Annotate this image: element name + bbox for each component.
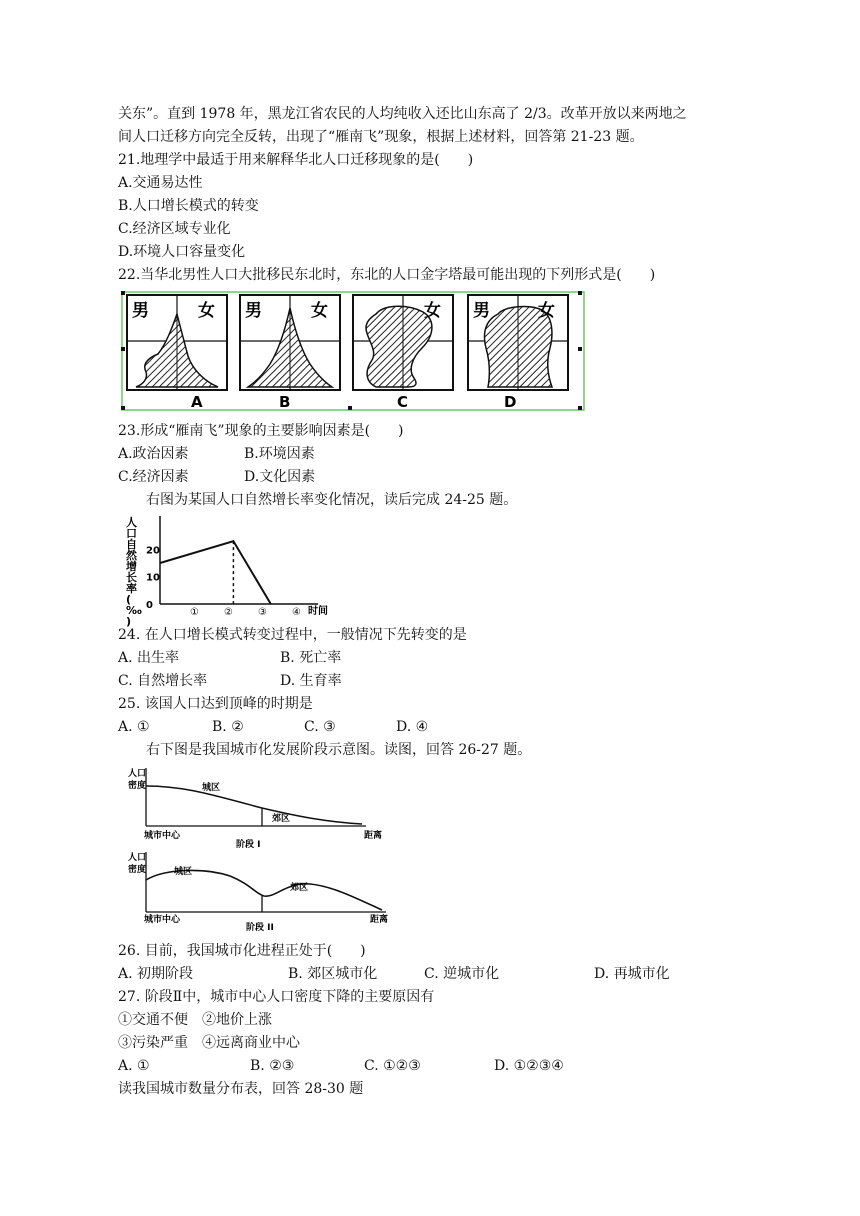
chart-ytick-label: 20 bbox=[146, 545, 160, 557]
stage1-density-curve bbox=[146, 786, 362, 824]
q25-option-b: B. ② bbox=[212, 719, 244, 735]
population-pyramids-figure bbox=[118, 286, 588, 414]
outro-28-30: 读我国城市数量分布表，回答 28-30 题 bbox=[118, 1081, 364, 1097]
q24-option-c: C. 自然增长率 bbox=[118, 673, 208, 689]
q25-option-a: A. ① bbox=[118, 719, 150, 735]
stage-1-diagram bbox=[128, 767, 382, 850]
pyramid-b-male-label: 男 bbox=[245, 301, 262, 321]
stage2-urban-label: 城区 bbox=[174, 867, 193, 877]
stage2-title: 阶段 II bbox=[246, 923, 274, 933]
q27-stem: 27. 阶段Ⅱ中，城市中心人口密度下降的主要原因有 bbox=[118, 989, 435, 1005]
q21-stem: 21.地理学中最适于用来解释华北人口迁移现象的是( ) bbox=[118, 152, 474, 168]
q24-option-b: B. 死亡率 bbox=[280, 650, 342, 666]
chart-xtick-label: ② bbox=[224, 607, 233, 618]
pyramid-label-a: A bbox=[191, 393, 203, 411]
chart-xtick-label: ① bbox=[190, 607, 199, 618]
q26-option-a: A. 初期阶段 bbox=[118, 966, 194, 982]
stage1-ylabel-2: 密度 bbox=[128, 781, 147, 791]
q27-statements-1: ①交通不便 ②地价上涨 bbox=[118, 1012, 272, 1028]
stage2-ylabel-1: 人口 bbox=[128, 853, 147, 863]
growth-rate-line bbox=[160, 541, 271, 604]
pyramid-c-female-label: 女 bbox=[424, 301, 441, 321]
stage2-distance-label: 距离 bbox=[370, 915, 389, 925]
q21-option-c: C.经济区域专业化 bbox=[118, 221, 231, 237]
stage2-center-label: 城市中心 bbox=[144, 915, 181, 925]
q23-option-c: C.经济因素 bbox=[118, 469, 189, 485]
chart-ytick-label: 10 bbox=[146, 572, 160, 584]
stage1-urban-label: 城区 bbox=[202, 783, 221, 793]
q27-option-c: C. ①②③ bbox=[364, 1058, 421, 1074]
q23-option-d: D.文化因素 bbox=[244, 469, 316, 485]
q21-option-b: B.人口增长模式的转变 bbox=[118, 198, 259, 214]
pyramid-a-female-label: 女 bbox=[198, 301, 215, 321]
chart-ytick-label: 0 bbox=[146, 600, 153, 611]
q22-stem: 22.当华北男性人口大批移民东北时，东北的人口金字塔最可能出现的下列形式是( ) bbox=[118, 267, 656, 283]
q26-option-c: C. 逆城市化 bbox=[424, 966, 500, 982]
pyramid-label-d: D bbox=[504, 393, 517, 411]
intro-24-25: 右图为某国人口自然增长率变化情况，读后完成 24-25 题。 bbox=[146, 492, 518, 508]
q23-option-a: A.政治因素 bbox=[118, 446, 189, 462]
intro-26-27: 右下图是我国城市化发展阶段示意图。读图，回答 26-27 题。 bbox=[146, 742, 532, 758]
q27-option-a: A. ① bbox=[118, 1058, 150, 1074]
stage2-ylabel-2: 密度 bbox=[128, 865, 147, 875]
chart-xlabel: 时间 bbox=[308, 606, 328, 617]
q25-option-c: C. ③ bbox=[304, 719, 336, 735]
q26-option-b: B. 郊区城市化 bbox=[288, 966, 378, 982]
pyramid-label-c: C bbox=[397, 393, 409, 411]
pyramid-a-male-label: 男 bbox=[132, 301, 149, 321]
stage1-distance-label: 距离 bbox=[364, 831, 383, 841]
pyramid-b-female-label: 女 bbox=[311, 301, 328, 321]
stage2-suburb-label: 郊区 bbox=[290, 883, 309, 893]
q24-stem: 24. 在人口增长模式转变过程中，一般情况下先转变的是 bbox=[118, 627, 467, 643]
chart-ylabel: 人口自然增长率( ‰ ) bbox=[126, 516, 142, 628]
stage1-suburb-label: 郊区 bbox=[272, 814, 291, 824]
q25-option-d: D. ④ bbox=[396, 719, 429, 735]
stage1-center-label: 城市中心 bbox=[144, 831, 181, 841]
chart-xtick-label: ④ bbox=[292, 607, 301, 618]
growth-rate-chart bbox=[118, 512, 348, 628]
urbanization-stages-figure bbox=[126, 762, 394, 934]
q24-option-a: A. 出生率 bbox=[118, 650, 180, 666]
pyramid-d-male-label: 男 bbox=[473, 301, 490, 321]
intro-line-1: 关东”。直到 1978 年，黑龙江省农民的人均纯收入还比山东高了 2/3。改革开放以来两地之 bbox=[118, 106, 687, 122]
stage1-ylabel-1: 人口 bbox=[128, 769, 147, 779]
q23-stem: 23.形成“雁南飞”现象的主要影响因素是( ) bbox=[118, 423, 404, 439]
chart-xtick-label: ③ bbox=[258, 607, 267, 618]
intro-line-2: 间人口迁移方向完全反转，出现了“雁南飞”现象，根据上述材料，回答第 21-23 题。 bbox=[118, 129, 644, 145]
stage1-title: 阶段 I bbox=[236, 840, 261, 850]
q21-option-d: D.环境人口容量变化 bbox=[118, 244, 246, 260]
q25-stem: 25. 该国人口达到顶峰的时期是 bbox=[118, 696, 313, 712]
pyramid-d-female-label: 女 bbox=[538, 301, 555, 321]
q24-option-d: D. 生育率 bbox=[280, 673, 342, 689]
q27-option-d: D. ①②③④ bbox=[494, 1058, 564, 1074]
q27-statements-2: ③污染严重 ④远离商业中心 bbox=[118, 1035, 300, 1051]
q21-option-a: A.交通易达性 bbox=[118, 175, 203, 191]
stage-2-diagram bbox=[128, 851, 388, 933]
q23-option-b: B.环境因素 bbox=[244, 446, 315, 462]
pyramid-label-b: B bbox=[279, 393, 291, 411]
q26-option-d: D. 再城市化 bbox=[594, 966, 670, 982]
q27-option-b: B. ②③ bbox=[250, 1058, 295, 1074]
q26-stem: 26. 目前，我国城市化进程正处于( ) bbox=[118, 943, 366, 959]
